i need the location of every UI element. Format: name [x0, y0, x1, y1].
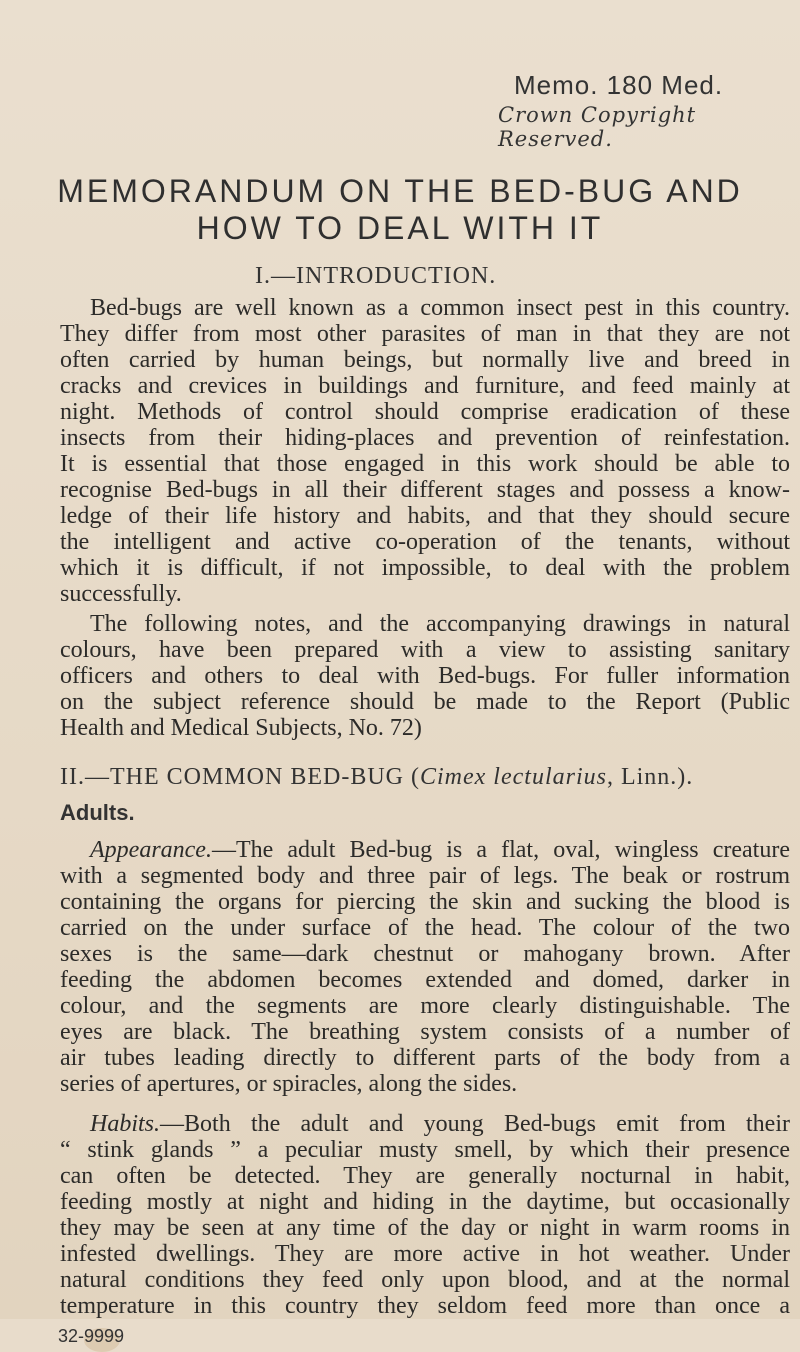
paragraph-line: on the subject reference should be made to the Report (Public	[60, 689, 790, 715]
paragraph-line: “ stink glands ” a peculiar musty smell, by which their presence	[60, 1137, 790, 1163]
subheading-adults: Adults.	[60, 800, 135, 825]
habits-label: Habits.	[90, 1111, 161, 1137]
paragraph-line: The following notes, and the accompanying drawings in natural	[90, 611, 790, 637]
paragraph-line: with a segmented body and three pair of legs. The beak or rostrum	[60, 863, 790, 889]
paragraph-line: which it is difficult, if not impossible, to deal with the problem	[60, 555, 790, 581]
paragraph-line: cracks and crevices in buildings and furniture, and feed mainly at	[60, 373, 790, 399]
latin-name: Cimex lectularius	[419, 764, 607, 790]
print-code: 32-9999	[58, 1326, 125, 1346]
paragraph-line: they may be seen at any time of the day or night in warm rooms in	[60, 1215, 790, 1241]
paragraph-line: feeding mostly at night and hiding in the daytime, but occasionally	[60, 1189, 790, 1215]
paragraph-line: It is essential that those engaged in this work should be able to	[60, 451, 790, 477]
copyright-notice: Crown Copyright Reserved.	[498, 103, 697, 151]
paragraph-line: containing the organs for piercing the skin and sucking the blood is	[60, 889, 790, 915]
document-title-line-2: HOW TO DEAL WITH IT	[196, 210, 604, 246]
paragraph-line: can often be detected. They are generally nocturnal in habit,	[60, 1163, 790, 1189]
appearance-label: Appearance.	[90, 837, 212, 863]
paragraph-line: officers and others to deal with Bed-bugs. For fuller information	[60, 663, 790, 689]
paragraph-line: air tubes leading directly to different parts of the body from a	[60, 1045, 790, 1071]
paragraph-line: colour, and the segments are more clearly distinguishable. The	[60, 993, 790, 1019]
section-heading-introduction: I.—INTRODUCTION.	[255, 263, 497, 289]
habits-first-text: —Both the adult and young Bed-bugs emit from their	[160, 1111, 790, 1137]
paragraph-line: temperature in this country they seldom feed more than once a	[60, 1293, 790, 1319]
paragraph-line: sexes is the same—dark chestnut or mahogany brown. After	[60, 941, 790, 967]
paragraph-line: feeding the abdomen becomes extended and domed, darker in	[60, 967, 790, 993]
paragraph-line: natural conditions they feed only upon blood, and at the normal	[60, 1267, 790, 1293]
paragraph-line: insects from their hiding-places and prevention of reinfestation.	[60, 425, 790, 451]
paragraph-line: night. Methods of control should comprise eradication of these	[60, 399, 790, 425]
paragraph-line: carried on the under surface of the head. The colour of the two	[60, 915, 790, 941]
paragraph-line	[90, 838, 790, 862]
paragraph-line: Bed-bugs are well known as a common insect pest in this country.	[90, 295, 790, 321]
paragraph-line: They differ from most other parasites of man in that they are not	[60, 321, 790, 347]
paragraph-line	[90, 1112, 790, 1136]
paragraph-line: often carried by human beings, but normally live and breed in	[60, 347, 790, 373]
paragraph-line: eyes are black. The breathing system consists of a number of	[60, 1019, 790, 1045]
document-title-line-1: MEMORANDUM ON THE BED-BUG AND	[57, 173, 743, 209]
appearance-first-text: —The adult Bed-bug is a flat, oval, wingless creature	[211, 837, 790, 863]
paragraph-line: successfully.	[60, 581, 182, 607]
memo-number: Memo. 180 Med.	[514, 70, 724, 100]
paragraph-line: colours, have been prepared with a view to assisting sanitary	[60, 637, 790, 663]
paragraph-line: the intelligent and active co-operation of the tenants, without	[60, 529, 790, 555]
paragraph-line: recognise Bed-bugs in all their different stages and possess a know-	[60, 477, 790, 503]
paragraph-line: infested dwellings. They are more active in hot weather. Under	[60, 1241, 790, 1267]
paragraph-line: series of apertures, or spiracles, along the sides.	[60, 1071, 518, 1097]
heading-prefix: II.—THE COMMON BED-BUG (	[60, 764, 420, 790]
heading-suffix: , Linn.).	[606, 764, 694, 790]
paragraph-line: ledge of their life history and habits, and that they should secure	[60, 503, 790, 529]
paragraph-line: Health and Medical Subjects, No. 72)	[60, 715, 422, 741]
section-heading-common-bed-bug	[60, 764, 693, 791]
